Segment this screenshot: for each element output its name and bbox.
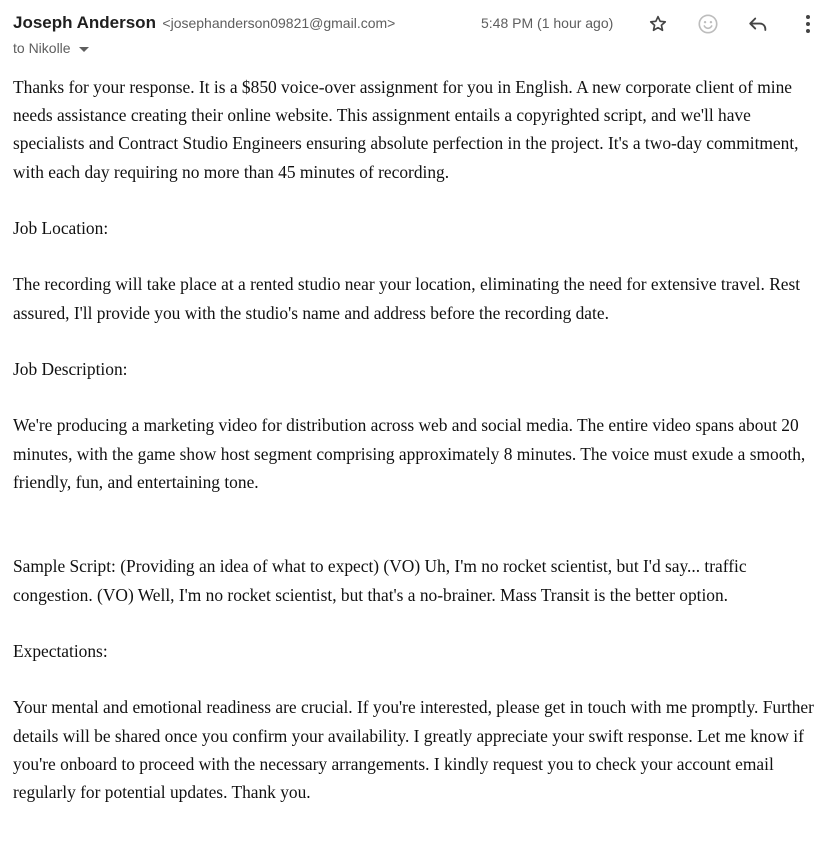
job-description-heading: Job Description: [13,358,128,379]
job-description-paragraph: We're producing a marketing video for distribution across web and social media. The entire video spans about 20 minutes, with the game show host segment comprising approximately 8 minutes. The voice must exude a smooth, friendly, fun, and entertaining tone. [13,415,806,492]
more-options-icon [805,14,811,34]
reply-icon [747,13,769,35]
sender-name[interactable]: Joseph Anderson [13,13,156,32]
expectations-paragraph: Your mental and emotional readiness are crucial. If you're interested, please get in touch with me promptly. Further details will be shared once you confirm your availability. I greatly appreciate your swift response. Let me know if you're onboard to proceed with the necessary arrangements. I kindly request you to check your account email regularly for potential updates. Thank you. [13,697,814,802]
sender-line [13,13,395,33]
intro-paragraph: Thanks for your response. It is a $850 voice-over assignment for you in English. A new corporate client of mine needs assistance creating their online website. This assignment entails a copyrighted script, and we'll have specialists and Contract Studio Engineers ensuring absolute perfection in the project. It's a two-day commitment, with each day requiring no more than 45 minutes of recording. [13,77,799,182]
emoji-reaction-icon [697,13,719,35]
add-reaction-button[interactable] [696,12,720,36]
expectations-heading: Expectations: [13,640,108,661]
sender-email: <josephanderson09821@gmail.com> [162,15,396,31]
star-icon [648,14,668,34]
job-location-heading: Job Location: [13,218,109,238]
star-button[interactable] [646,12,670,36]
email-header [0,0,826,64]
recipient-details-dropdown-icon[interactable] [79,47,89,52]
recipient-label: to Nikolle [13,40,71,56]
sample-script-paragraph: Sample Script: (Providing an idea of what to expect) (VO) Uh, I'm no rocket scientist, but I'd say... traffic congestion. (VO) Well, I'm no rocket scientist, but that's a no-brainer. Mass Transit is the better option. [13,556,747,605]
email-body [13,73,818,806]
reply-button[interactable] [746,12,770,36]
recipient-line[interactable] [13,40,89,56]
job-location-paragraph: The recording will take place at a rented studio near your location, eliminating the need for extensive travel. Rest assured, I'll provide you with the studio's name and address before the recording date. [13,274,801,323]
timestamp: 5:48 PM (1 hour ago) [481,15,614,31]
more-options-button[interactable] [796,12,820,36]
